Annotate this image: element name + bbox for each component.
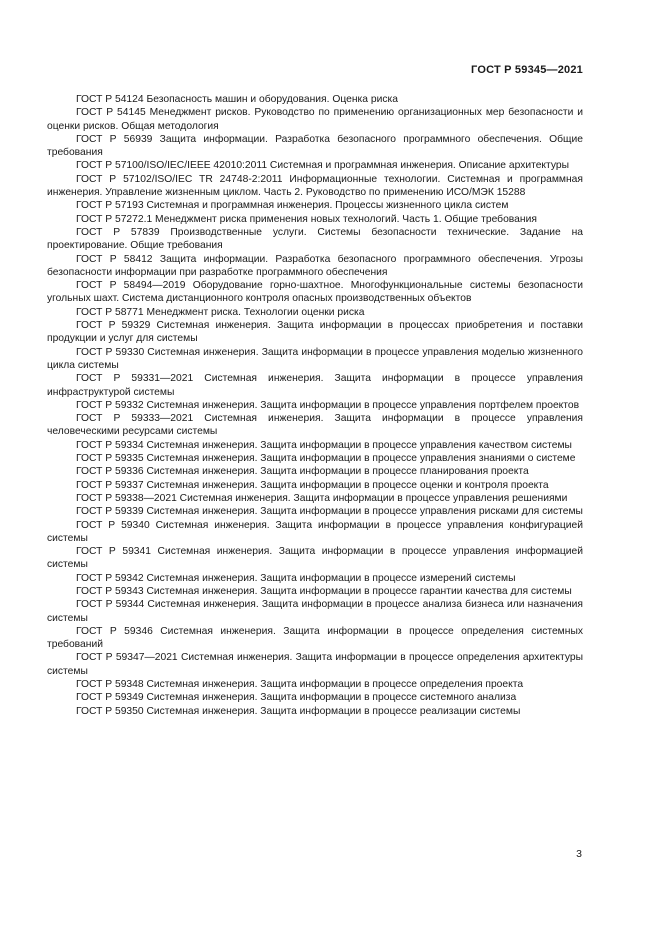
reference-item: ГОСТ Р 57193 Системная и программная инженерия. Процессы жизненного цикла систем: [76, 200, 509, 212]
reference-item: ГОСТ Р 58494—2019 Оборудование горно-шахтное. Многофункциональные системы безопасности угольных шахт. Система дистанционного контроля опасных производственных объектов: [47, 280, 583, 305]
reference-item: ГОСТ Р 57102/ISO/IEC TR 24748-2:2011 Информационные технологии. Системная и программная инженерия. Управление жизненным циклом. Часть 2. Руководство по применению ИСО/МЭК 15288: [47, 173, 583, 199]
document-code-header: ГОСТ Р 59345—2021: [471, 64, 583, 76]
page-number: 3: [576, 848, 582, 860]
reference-item: ГОСТ Р 59342 Системная инженерия. Защита информации в процессе измерений системы: [76, 572, 516, 584]
reference-item: ГОСТ Р 59330 Системная инженерия. Защита информации в процессе управления моделью жизненного цикла системы: [47, 346, 583, 371]
reference-item: ГОСТ Р 59339 Системная инженерия. Защита информации в процессе управления рисками для системы: [76, 506, 583, 518]
reference-item: ГОСТ Р 59349 Системная инженерия. Защита информации в процессе системного анализа: [76, 692, 517, 704]
reference-item: ГОСТ Р 59350 Системная инженерия. Защита информации в процессе реализации системы: [76, 705, 521, 717]
reference-item: ГОСТ Р 59335 Системная инженерия. Защита информации в процессе управления знаниями о системе: [76, 453, 576, 465]
reference-item: ГОСТ Р 59336 Системная инженерия. Защита информации в процессе планирования проекта: [76, 466, 529, 478]
reference-item: ГОСТ Р 57100/ISO/IEC/IEEE 42010:2011 Системная и программная инженерия. Описание архитектуры: [76, 160, 570, 172]
reference-item: ГОСТ Р 59329 Системная инженерия. Защита информации в процессах приобретения и поставки продукции и услуг для системы: [47, 320, 583, 345]
reference-item: ГОСТ Р 59348 Системная инженерия. Защита информации в процессе определения проекта: [76, 679, 524, 691]
reference-item: ГОСТ Р 58771 Менеджмент риска. Технологии оценки риска: [76, 306, 365, 318]
reference-item: ГОСТ Р 57272.1 Менеджмент риска применения новых технологий. Часть 1. Общие требования: [76, 213, 537, 225]
reference-item: ГОСТ Р 58412 Защита информации. Разработка безопасного программного обеспечения. Угрозы безопасности информации при разработке программного обеспечения: [47, 253, 583, 278]
reference-item: ГОСТ Р 59341 Системная инженерия. Защита информации в процессе управления информацией системы: [47, 546, 583, 571]
reference-item: ГОСТ Р 59334 Системная инженерия. Защита информации в процессе управления качеством системы: [76, 439, 572, 451]
reference-item: ГОСТ Р 57839 Производственные услуги. Системы безопасности технические. Задание на проектирование. Общие требования: [47, 226, 583, 252]
reference-item: ГОСТ Р 56939 Защита информации. Разработка безопасного программного обеспечения. Общие требования: [47, 133, 583, 159]
reference-item: ГОСТ Р 59331—2021 Системная инженерия. Защита информации в процессе управления инфраструктурой системы: [47, 373, 583, 398]
reference-item: ГОСТ Р 54145 Менеджмент рисков. Руководство по применению организационных мер безопасности и оценки рисков. Общая методология: [47, 107, 583, 132]
reference-item: ГОСТ Р 59346 Системная инженерия. Защита информации в процессе определения системных требований: [47, 625, 583, 651]
reference-item: ГОСТ Р 59347—2021 Системная инженерия. Защита информации в процессе определения архитектуры системы: [47, 652, 583, 677]
reference-item: ГОСТ Р 59343 Системная инженерия. Защита информации в процессе гарантии качества для системы: [76, 585, 572, 597]
reference-item: ГОСТ Р 54124 Безопасность машин и оборудования. Оценка риска: [76, 94, 398, 105]
reference-item: ГОСТ Р 59332 Системная инженерия. Защита информации в процессе управления портфелем проектов: [76, 399, 580, 411]
reference-item: ГОСТ Р 59340 Системная инженерия. Защита информации в процессе управления конфигурацией системы: [47, 519, 583, 544]
normative-references-list: [47, 93, 583, 718]
reference-item: ГОСТ Р 59333—2021 Системная инженерия. Защита информации в процессе управления человеческими ресурсами системы: [47, 413, 583, 438]
reference-item: ГОСТ Р 59338—2021 Системная инженерия. Защита информации в процессе управления решениями: [76, 492, 568, 504]
reference-item: ГОСТ Р 59337 Системная инженерия. Защита информации в процессе оценки и контроля проекта: [76, 479, 549, 491]
reference-item: ГОСТ Р 59344 Системная инженерия. Защита информации в процессе анализа бизнеса или назначения системы: [47, 599, 583, 624]
